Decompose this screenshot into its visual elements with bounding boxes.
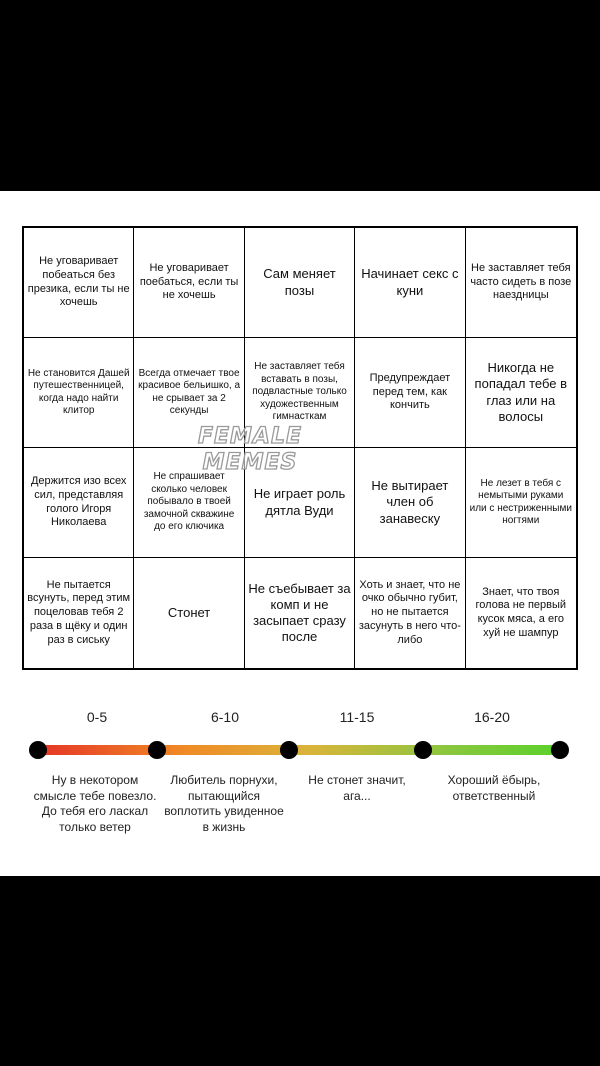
bingo-cell: Не заставляет тебя часто сидеть в позе наездницы [466,228,576,338]
bingo-cell: Не съебывает за комп и не засыпает сразу после [245,558,355,668]
bingo-cell: Не лезет в тебя с немытыми руками или с нестриженными ногтями [466,448,576,558]
range-description: Не стонет значит, ага... [308,773,406,803]
bingo-cell: Знает, что твоя голова не первый кусок мяса, а его хуй не шампур [475,585,567,639]
range-label: 0-5 [86,709,108,725]
range-description: Хороший ёбырь, ответственный [447,773,541,803]
bingo-cell: Не пытается всунуть, перед этим поцеловав тебя 2 раза в щёку и один раз в сиську [24,558,134,668]
bingo-cell: Не становится Дашей путешественницей, когда надо найти клитор [24,338,134,448]
bingo-cell: Никогда не попадал тебе в глаз или на волосы [466,338,576,448]
score-scale [0,705,600,865]
bingo-cell: Хоть и знает, что не очко обычно губит, но не пытается засунуть в него что-либо [355,558,465,668]
bingo-cell: Стонет [134,558,244,668]
range-description: Ну в некотором смысле тебе повезло. До тебя его ласкал только ветер [33,773,157,834]
range-description: Любитель порнухи, пытающийся воплотить увиденное в жизнь [164,773,284,834]
scale-dot [414,741,432,759]
range-label: 11-15 [339,709,375,725]
meme-image [0,191,600,876]
bingo-cell: Не вытирает член об занавеску [355,448,465,558]
bingo-cell: Предупреждает перед тем, как кончить [355,338,465,448]
bingo-cell: Не уговаривает побеаться без презика, если ты не хочешь [24,228,134,338]
bingo-cell: Сам меняет позы [245,228,355,338]
bingo-cell: Не играет роль дятла Вуди [245,448,355,558]
bingo-cell: Всегда отмечает твое красивое бельишко, а не срывает за 2 секунды [134,338,244,448]
scale-dot [280,741,298,759]
gradient-bar [38,745,560,755]
bingo-grid [22,226,578,670]
watermark-line: MEMES [202,450,298,475]
bingo-cell: Не уговаривает поебаться, если ты не хочешь [134,228,244,338]
range-label: 6-10 [210,709,240,725]
bingo-cell: Держится изо всех сил, представляя голого Игоря Николаева [24,448,134,558]
bingo-cell: Не заставляет тебя вставать в позы, подвластные только художественным гимнасткам [245,338,355,448]
watermark-line: FEMALE [197,424,303,449]
bingo-cell: Не спрашивает сколько человек побывало в твоей замочной скважине до его ключика [134,448,244,558]
scale-dot [29,741,47,759]
bingo-cell: Начинает секс с куни [355,228,465,338]
scale-dot [148,741,166,759]
range-label: 16-20 [474,709,510,725]
scale-dot [551,741,569,759]
